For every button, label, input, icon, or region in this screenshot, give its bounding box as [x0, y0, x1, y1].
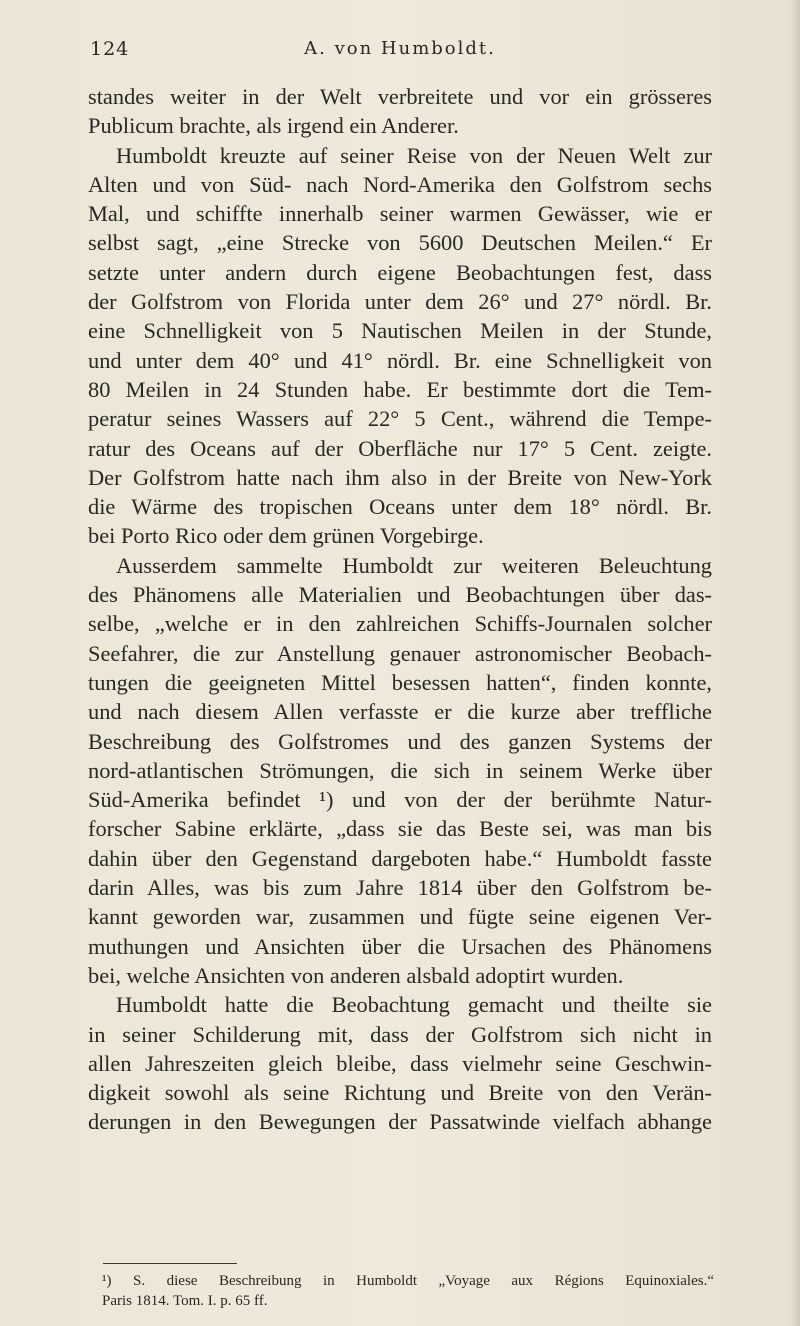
- text-line: selbst sagt, „eine Strecke von 5600 Deutschen Meilen.“ Er: [88, 230, 712, 256]
- text-line: derungen in den Bewegungen der Passatwinde vielfach abhange: [88, 1109, 712, 1135]
- text-line: Ausserdem sammelte Humboldt zur weiteren Beleuchtung: [116, 552, 712, 578]
- text-line: Der Golfstrom hatte nach ihm also in der Breite von New-York: [88, 464, 712, 490]
- text-line: bei Porto Rico oder dem grünen Vorgebirge.: [88, 523, 484, 549]
- text-line: Süd-Amerika befindet ¹) und von der der berühmte Natur-: [88, 787, 712, 813]
- text-line: des Phänomens alle Materialien und Beobachtungen über das-: [88, 582, 712, 608]
- text-line: kannt geworden war, zusammen und fügte seine eigenen Ver-: [88, 904, 712, 930]
- text-line: dahin über den Gegenstand dargeboten habe.“ Humboldt fasste: [88, 845, 712, 871]
- footnote-rule: [103, 1263, 237, 1264]
- page-number: 124: [90, 38, 130, 60]
- text-line: und nach diesem Allen verfasste er die kurze aber treffliche: [88, 699, 712, 725]
- text-line: muthungen und Ansichten über die Ursachen des Phänomens: [88, 933, 712, 959]
- text-line: Alten und von Süd- nach Nord-Amerika den Golfstrom sechs: [88, 171, 712, 197]
- text-line: nord-atlantischen Strömungen, die sich in seinem Werke über: [88, 757, 712, 783]
- text-line: allen Jahreszeiten gleich bleibe, dass vielmehr seine Geschwin-: [88, 1050, 712, 1076]
- text-line: und unter dem 40° und 41° nördl. Br. eine Schnelligkeit von: [88, 347, 712, 373]
- text-line: die Wärme des tropischen Oceans unter dem 18° nördl. Br.: [88, 494, 712, 520]
- text-line: darin Alles, was bis zum Jahre 1814 über den Golfstrom be-: [88, 875, 712, 901]
- text-line: Beschreibung des Golfstromes und des ganzen Systems der: [88, 728, 712, 754]
- text-line: der Golfstrom von Florida unter dem 26° und 27° nördl. Br.: [88, 289, 712, 315]
- text-line: ratur des Oceans auf der Oberfläche nur 17° 5 Cent. zeigte.: [88, 435, 712, 461]
- text-line: Publicum brachte, als irgend ein Anderer.: [88, 113, 459, 139]
- text-line: forscher Sabine erklärte, „dass sie das Beste sei, was man bis: [88, 816, 712, 842]
- running-head: A. von Humboldt.: [304, 38, 496, 59]
- text-line: tungen die geeigneten Mittel besessen hatten“, finden konnte,: [88, 669, 712, 695]
- text-line: Humboldt hatte die Beobachtung gemacht und theilte sie: [116, 992, 712, 1018]
- footnote-line: ¹) S. diese Beschreibung in Humboldt „Voyage aux Régions Equinoxiales.“: [102, 1273, 714, 1289]
- text-line: 80 Meilen in 24 Stunden habe. Er bestimmte dort die Tem-: [88, 376, 712, 402]
- footnotes: [102, 1271, 714, 1311]
- text-line: Mal, und schiffte innerhalb seiner warmen Gewässer, wie er: [88, 201, 712, 227]
- text-line: selbe, „welche er in den zahlreichen Schiffs-Journalen solcher: [88, 611, 712, 637]
- text-line: bei, welche Ansichten von anderen alsbald adoptirt wurden.: [88, 962, 624, 988]
- text-line: setzte unter andern durch eigene Beobachtungen fest, dass: [88, 259, 712, 285]
- text-line: in seiner Schilderung mit, dass der Golfstrom sich nicht in: [88, 1021, 712, 1047]
- footnote-line: Paris 1814. Tom. I. p. 65 ff.: [102, 1293, 268, 1309]
- text-line: Humboldt kreuzte auf seiner Reise von der Neuen Welt zur: [116, 142, 712, 168]
- page-edge-shadow: [790, 0, 800, 1326]
- text-line: digkeit sowohl als seine Richtung und Breite von den Verän-: [88, 1080, 712, 1106]
- text-line: Seefahrer, die zur Anstellung genauer astronomischer Beobach-: [88, 640, 712, 666]
- text-line: eine Schnelligkeit von 5 Nautischen Meilen in der Stunde,: [88, 318, 712, 344]
- page-header: [90, 38, 710, 68]
- body-text: [88, 82, 712, 1137]
- text-line: peratur seines Wassers auf 22° 5 Cent., während die Tempe-: [88, 406, 712, 432]
- text-line: standes weiter in der Welt verbreitete und vor ein grösseres: [88, 84, 712, 109]
